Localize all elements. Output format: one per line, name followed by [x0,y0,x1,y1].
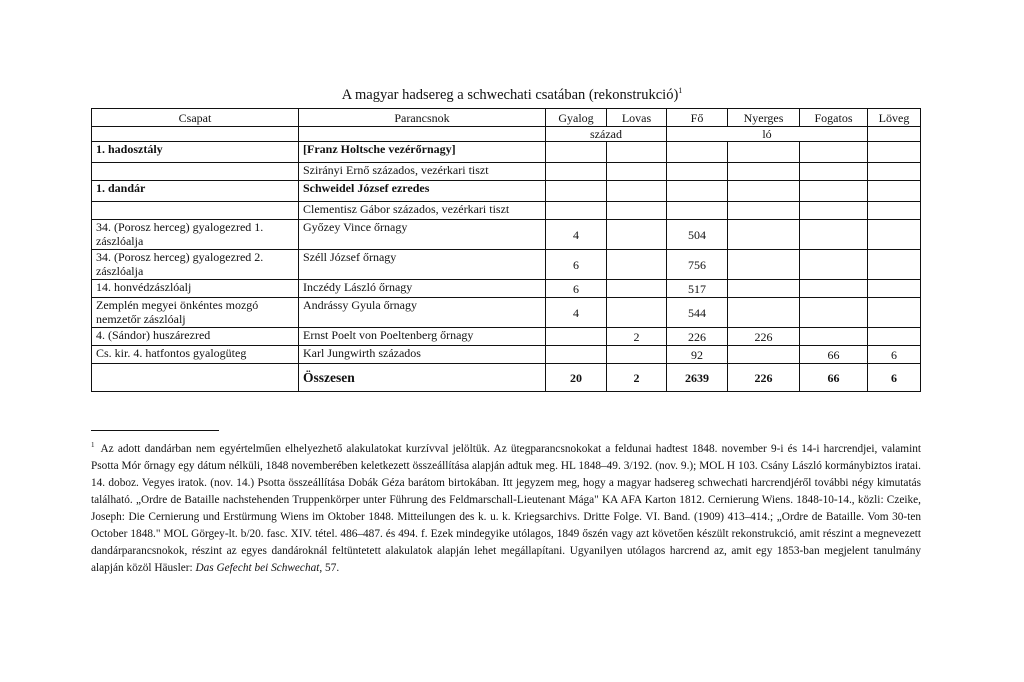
col-header: Fogatos [800,109,868,127]
table-row: Szirányi Ernő százados, vezérkari tiszt [92,163,921,181]
unit-label: ló [667,127,868,142]
table-row: Clementisz Gábor százados, vezérkari tiszt [92,202,921,220]
table-row: 1. dandár Schweidel József ezredes [92,181,921,202]
table-row: 34. (Porosz herceg) gyalogezred 2. zászlóalja Széll József őrnagy 6 756 [92,250,921,280]
col-header: Löveg [868,109,921,127]
total-row: Összesen 20 2 2639 226 66 6 [92,364,921,392]
table-row: 14. honvédzászlóalj Inczédy László őrnagy 6 517 [92,280,921,298]
col-header: Nyerges [728,109,800,127]
table-row: 1. hadosztály [Franz Holtsche vezérőrnagy] [92,142,921,163]
col-header: Parancsnok [299,109,546,127]
col-header: Fő [667,109,728,127]
table-row: Cs. kir. 4. hatfontos gyalogüteg Karl Jungwirth százados 92 66 6 [92,346,921,364]
unit-label: század [546,127,667,142]
footnote-mark: 1 [91,441,95,449]
table-title: A magyar hadsereg a schwechati csatában (rekonstrukció)$^1$ [341,86,683,103]
table-row: Zemplén megyei önkéntes mozgó nemzetőr zászlóalj Andrássy Gyula őrnagy 4 544 [92,298,921,328]
table-row: 4. (Sándor) huszárezred Ernst Poelt von Poeltenberg őrnagy 2 226 226 [92,328,921,346]
header-row [92,109,921,127]
unit-row [92,127,921,142]
footnote-ref: 1 [678,86,683,95]
table-row: 34. (Porosz herceg) gyalogezred 1. zászlóalja Győzey Vince őrnagy 4 504 [92,220,921,250]
footnote-text-end: , 57. [319,561,340,574]
footnote-divider [91,430,219,431]
battle-order-table [91,108,921,392]
col-header: Csapat [92,109,299,127]
footnote-text: Az adott dandárban nem egyértelműen elhelyezhető alakulatokat kurzívval jelöltük. Az ütegparancsnokokat a feldunai hadtest 1848. november 9-i és 14-i harcrendjei, valamint Psotta Mór őrnagy egy dátum nélküli, 1848 novemberében keletkezett összeállítása alapján adtuk meg. HL 1848–49. 3/192. (nov. 9.); MOL H 103. Csány László kormánybiztos iratai. 14. doboz. Vegyes iratok. (nov. 14.) Psotta összeállítása Dobák Géza barátom birtokában. Itt jegyzem meg, hogy a magyar hadsereg schwechati harcrendjéről további négy kimutatás található. „Ordre de Bataille nachstehenden Truppenkörper unter Führung des Feldmarschall-Lieutenant Mága" KA AFA Karton 1812. Cernierung Wiens. 1848-10-14., közli: Czeike, Joseph: Die Cernierung und Erstürmung Wiens im Oktober 1848. Mitteilungen des k. u. k. Kriegsarchivs. Dritte Folge. VI. Band. (1909) 413–414.; „Ordre de Bataille. Vom 30-ten October 1848." MOL Görgey-lt. b/20. fasc. XIV. tétel. 486–487. és 494. f. Ezek mindegyike utólagos, 1849 őszén vagy azt követően készült rekonstrukció, amit részint a megnevezett dandárparancsnokok, részint az egyes dandároknál feltüntetett alakulatok alapján lehet megállapítani. Ugyanilyen utólagos harcrend az, amit egy 1853-ban megjelent tanulmány alapján közöl Häusler: [91,442,921,574]
footnote [91,437,921,577]
col-header: Gyalog [546,109,607,127]
footnote-italic-title: Das Gefecht bei Schwechat [195,561,320,574]
col-header: Lovas [607,109,667,127]
